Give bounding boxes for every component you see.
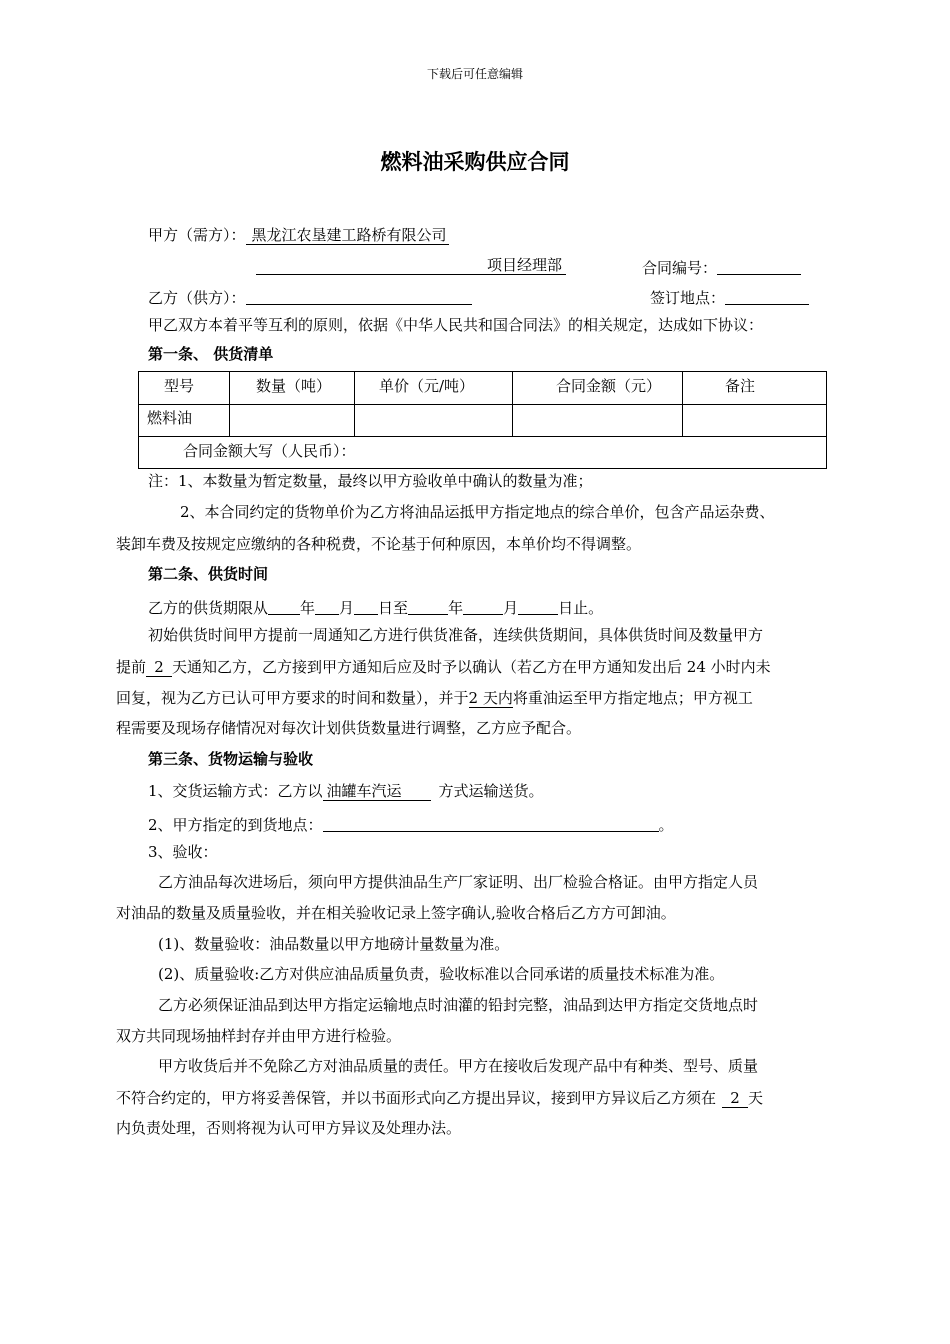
table-header-amount: 合同金额（元）: [556, 377, 662, 395]
supply-table: [138, 371, 827, 469]
supply-period: [148, 597, 603, 616]
transport-method-line: [148, 783, 544, 801]
party-a-label: 甲方（需方）：: [148, 226, 246, 244]
contract-no-blank: [717, 259, 801, 275]
table-col-divider: [354, 372, 355, 436]
delivery-days: 2 天内: [468, 689, 513, 707]
table-header-unit-price: 单价（元/吨）: [379, 377, 475, 395]
sign-place-blank: [725, 289, 809, 305]
party-a-line: [148, 227, 449, 245]
delivery-place-blank: [323, 816, 659, 832]
objection-days: 2: [722, 1090, 748, 1108]
article1-title: 第一条、 供货清单: [148, 345, 274, 363]
note-1: 注：1、本数量为暂定数量，最终以甲方验收单中确认的数量为准；: [148, 472, 593, 490]
table-row-divider: [139, 404, 826, 405]
text-fragment: 将重油运至甲方指定地点；甲方视工: [512, 689, 753, 707]
notice-days: 2: [146, 659, 172, 677]
acceptance-p1-line2: 对油品的数量及质量验收，并在相关验收记录上签字确认,验收合格后乙方方可卸油。: [116, 904, 676, 922]
table-header-quantity: 数量（吨）: [256, 377, 332, 395]
party-a-name: 黑龙江农垦建工路桥有限公司: [246, 227, 449, 245]
sign-place-line: [650, 287, 809, 306]
transport-method: 油罐车汽运: [323, 783, 431, 801]
acceptance-p3-line3: 内负责处理，否则将视为认可甲方异议及处理办法。: [116, 1119, 462, 1137]
table-header-model: 型号: [164, 377, 195, 395]
text-fragment: 回复，视为乙方已认可甲方要求的时间和数量），并于: [116, 689, 469, 707]
period-end: 日止。: [558, 599, 604, 617]
article2-para-line2: [116, 659, 771, 677]
acceptance-p1-line1: 乙方油品每次进场后，须向甲方提供油品生产厂家证明、出厂检验合格证。由甲方指定人员: [158, 873, 759, 891]
acceptance-p3-line2: [116, 1090, 763, 1108]
party-b-line: [148, 287, 472, 306]
text-fragment: 。: [658, 816, 674, 834]
quality-acceptance: (2)、质量验收:乙方对供应油品质量负责，验收标准以合同承诺的质量技术标准为准。: [158, 965, 725, 983]
text-fragment: 1、交货运输方式：乙方以: [148, 782, 323, 800]
table-col-divider: [682, 372, 683, 436]
acceptance-p3-line1: 甲方收货后并不免除乙方对油品质量的责任。甲方在接收后发现产品中有种类、型号、质量: [158, 1057, 759, 1075]
contract-no-line: [642, 257, 801, 276]
party-a-dept-line: [256, 257, 566, 275]
acceptance-heading: 3、验收：: [148, 843, 218, 861]
article3-title: 第三条、货物运输与验收: [148, 750, 314, 768]
text-fragment: 方式运输送货。: [438, 782, 544, 800]
intro-text: 甲乙双方本着平等互利的原则，依据《中华人民共和国合同法》的相关规定，达成如下协议：: [148, 316, 764, 334]
contract-no-label: 合同编号：: [642, 259, 718, 277]
period-year2-blank: [408, 599, 448, 615]
delivery-place-line: [148, 814, 674, 833]
page-title: 燃料油采购供应合同: [380, 150, 570, 174]
text-fragment: 不符合约定的，甲方将妥善保管，并以书面形式向乙方提出异议，接到甲方异议后乙方须在: [116, 1089, 717, 1107]
acceptance-p2-line1: 乙方必须保证油品到达甲方指定运输地点时油灌的铅封完整，油品到达甲方指定交货地点时: [158, 996, 759, 1014]
period-year2: 年: [448, 599, 464, 617]
period-month2-blank: [463, 599, 503, 615]
period-month2: 月: [503, 599, 519, 617]
note-2-line1: 2、本合同约定的货物单价为乙方将油品运抵甲方指定地点的综合单价，包含产品运杂费、: [180, 503, 775, 521]
table-col-divider: [512, 372, 513, 436]
period-prefix: 乙方的供货期限从: [148, 599, 269, 617]
article2-title: 第二条、供货时间: [148, 565, 269, 583]
party-a-dept: 项目经理部: [256, 257, 566, 275]
text-fragment: 天: [748, 1089, 764, 1107]
article2-para-line1: 初始供货时间甲方提前一周通知乙方进行供货准备，连续供货期间，具体供货时间及数量甲方: [148, 626, 764, 644]
sign-place-label: 签订地点：: [650, 289, 726, 307]
period-day-to: 日至: [378, 599, 409, 617]
period-month-blank: [315, 599, 339, 615]
text-fragment: 天通知乙方，乙方接到甲方通知后应及时予以确认（若乙方在甲方通知发出后 24 小时内未: [172, 658, 771, 676]
quantity-acceptance: (1)、数量验收：油品数量以甲方地磅计量数量为准。: [158, 935, 510, 953]
table-cell-model: 燃料油: [147, 409, 193, 427]
table-header-remark: 备注: [725, 377, 756, 395]
party-b-blank: [246, 289, 472, 305]
period-day-blank: [354, 599, 378, 615]
header-note: 下载后可任意编辑: [426, 67, 523, 81]
table-row-divider: [139, 436, 826, 437]
text-fragment: 提前: [116, 658, 147, 676]
period-year: 年: [300, 599, 316, 617]
note-2-line2: 装卸车费及按规定应缴纳的各种税费，不论基于何种原因，本单价均不得调整。: [116, 535, 642, 553]
table-col-divider: [229, 372, 230, 436]
article2-para-line3: [116, 690, 753, 708]
table-total-label: 合同金额大写（人民币）：: [183, 442, 356, 460]
article2-para-line4: 程需要及现场存储情况对每次计划供货数量进行调整，乙方应予配合。: [116, 719, 582, 737]
period-day2-blank: [518, 599, 558, 615]
period-month: 月: [339, 599, 355, 617]
period-year-blank: [268, 599, 300, 615]
party-b-label: 乙方（供方）：: [148, 289, 246, 307]
acceptance-p2-line2: 双方共同现场抽样封存并由甲方进行检验。: [116, 1027, 402, 1045]
text-fragment: 2、甲方指定的到货地点：: [148, 816, 323, 834]
